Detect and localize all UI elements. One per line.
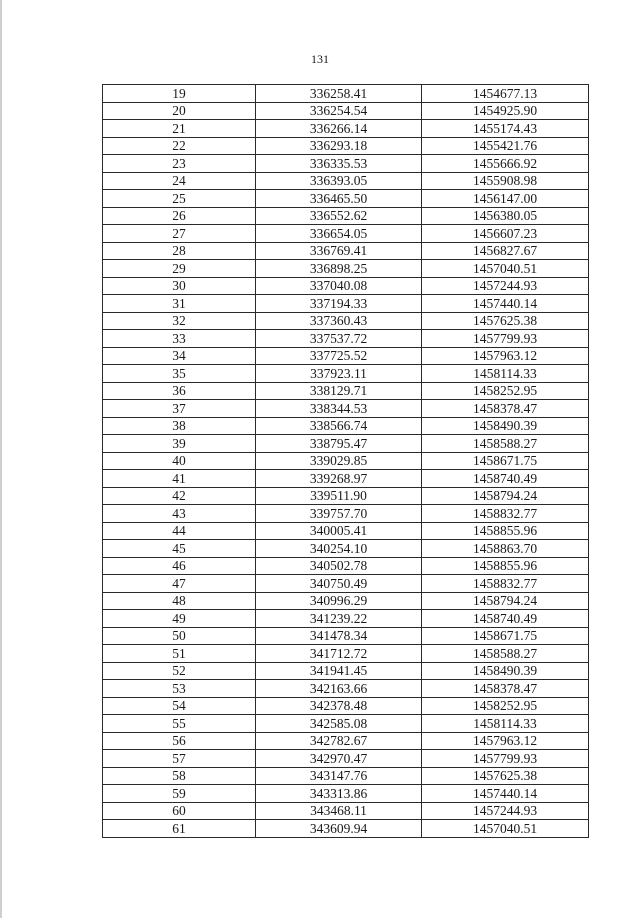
- x-coordinate-cell: 337537.72: [256, 330, 422, 348]
- table-row: [103, 557, 589, 575]
- point-number-cell: 60: [103, 802, 256, 820]
- point-number-cell: 40: [103, 452, 256, 470]
- y-coordinate-cell: 1457440.14: [422, 295, 589, 313]
- point-number-cell: 23: [103, 155, 256, 173]
- y-coordinate-cell: 1458252.95: [422, 697, 589, 715]
- table-row: [103, 505, 589, 523]
- table-row: [103, 802, 589, 820]
- x-coordinate-cell: 342970.47: [256, 750, 422, 768]
- point-number-cell: 38: [103, 417, 256, 435]
- x-coordinate-cell: 341478.34: [256, 627, 422, 645]
- point-number-cell: 42: [103, 487, 256, 505]
- y-coordinate-cell: 1458832.77: [422, 575, 589, 593]
- page-number: 131: [311, 52, 329, 66]
- point-number-cell: 61: [103, 820, 256, 838]
- table-row: [103, 680, 589, 698]
- table-row: [103, 137, 589, 155]
- table-row: [103, 627, 589, 645]
- table-row: [103, 120, 589, 138]
- table-row: [103, 190, 589, 208]
- y-coordinate-cell: 1456380.05: [422, 207, 589, 225]
- y-coordinate-cell: 1456607.23: [422, 225, 589, 243]
- x-coordinate-cell: 336465.50: [256, 190, 422, 208]
- x-coordinate-cell: 339029.85: [256, 452, 422, 470]
- y-coordinate-cell: 1458588.27: [422, 645, 589, 663]
- y-coordinate-cell: 1458114.33: [422, 715, 589, 733]
- y-coordinate-cell: 1458378.47: [422, 680, 589, 698]
- x-coordinate-cell: 336769.41: [256, 242, 422, 260]
- table-row: [103, 207, 589, 225]
- y-coordinate-cell: 1457963.12: [422, 732, 589, 750]
- point-number-cell: 27: [103, 225, 256, 243]
- y-coordinate-cell: 1455421.76: [422, 137, 589, 155]
- x-coordinate-cell: 338344.53: [256, 400, 422, 418]
- point-number-cell: 51: [103, 645, 256, 663]
- y-coordinate-cell: 1457625.38: [422, 767, 589, 785]
- table-row: [103, 592, 589, 610]
- point-number-cell: 25: [103, 190, 256, 208]
- x-coordinate-cell: 337725.52: [256, 347, 422, 365]
- x-coordinate-cell: 341941.45: [256, 662, 422, 680]
- table-row: [103, 85, 589, 103]
- x-coordinate-cell: 338129.71: [256, 382, 422, 400]
- table-row: [103, 277, 589, 295]
- x-coordinate-cell: 339757.70: [256, 505, 422, 523]
- page-edge-shadow: [0, 0, 2, 918]
- x-coordinate-cell: 337194.33: [256, 295, 422, 313]
- y-coordinate-cell: 1458794.24: [422, 592, 589, 610]
- y-coordinate-cell: 1458855.96: [422, 557, 589, 575]
- table-row: [103, 732, 589, 750]
- point-number-cell: 50: [103, 627, 256, 645]
- table-row: [103, 470, 589, 488]
- table-row: [103, 365, 589, 383]
- y-coordinate-cell: 1457799.93: [422, 330, 589, 348]
- coordinate-table-body: [103, 85, 589, 838]
- table-row: [103, 575, 589, 593]
- table-row: [103, 260, 589, 278]
- coordinate-table: [102, 84, 589, 838]
- y-coordinate-cell: 1457625.38: [422, 312, 589, 330]
- y-coordinate-cell: 1454925.90: [422, 102, 589, 120]
- point-number-cell: 43: [103, 505, 256, 523]
- table-row: [103, 522, 589, 540]
- x-coordinate-cell: 336552.62: [256, 207, 422, 225]
- point-number-cell: 54: [103, 697, 256, 715]
- table-row: [103, 767, 589, 785]
- point-number-cell: 21: [103, 120, 256, 138]
- y-coordinate-cell: 1458855.96: [422, 522, 589, 540]
- point-number-cell: 46: [103, 557, 256, 575]
- x-coordinate-cell: 336258.41: [256, 85, 422, 103]
- point-number-cell: 22: [103, 137, 256, 155]
- table-row: [103, 102, 589, 120]
- x-coordinate-cell: 337040.08: [256, 277, 422, 295]
- y-coordinate-cell: 1458490.39: [422, 662, 589, 680]
- table-row: [103, 750, 589, 768]
- x-coordinate-cell: 342585.08: [256, 715, 422, 733]
- x-coordinate-cell: 336393.05: [256, 172, 422, 190]
- table-row: [103, 155, 589, 173]
- point-number-cell: 32: [103, 312, 256, 330]
- x-coordinate-cell: 343147.76: [256, 767, 422, 785]
- point-number-cell: 34: [103, 347, 256, 365]
- y-coordinate-cell: 1458740.49: [422, 470, 589, 488]
- table-row: [103, 295, 589, 313]
- point-number-cell: 36: [103, 382, 256, 400]
- y-coordinate-cell: 1455174.43: [422, 120, 589, 138]
- x-coordinate-cell: 340996.29: [256, 592, 422, 610]
- y-coordinate-cell: 1457244.93: [422, 802, 589, 820]
- x-coordinate-cell: 336293.18: [256, 137, 422, 155]
- x-coordinate-cell: 342163.66: [256, 680, 422, 698]
- point-number-cell: 45: [103, 540, 256, 558]
- table-row: [103, 400, 589, 418]
- x-coordinate-cell: 340750.49: [256, 575, 422, 593]
- table-row: [103, 645, 589, 663]
- point-number-cell: 59: [103, 785, 256, 803]
- point-number-cell: 47: [103, 575, 256, 593]
- point-number-cell: 37: [103, 400, 256, 418]
- x-coordinate-cell: 341239.22: [256, 610, 422, 628]
- point-number-cell: 26: [103, 207, 256, 225]
- point-number-cell: 48: [103, 592, 256, 610]
- x-coordinate-cell: 339268.97: [256, 470, 422, 488]
- x-coordinate-cell: 337360.43: [256, 312, 422, 330]
- y-coordinate-cell: 1458671.75: [422, 452, 589, 470]
- x-coordinate-cell: 336335.53: [256, 155, 422, 173]
- table-row: [103, 242, 589, 260]
- x-coordinate-cell: 336254.54: [256, 102, 422, 120]
- y-coordinate-cell: 1457040.51: [422, 260, 589, 278]
- point-number-cell: 19: [103, 85, 256, 103]
- table-row: [103, 820, 589, 838]
- x-coordinate-cell: 336898.25: [256, 260, 422, 278]
- table-row: [103, 330, 589, 348]
- table-row: [103, 435, 589, 453]
- x-coordinate-cell: 336654.05: [256, 225, 422, 243]
- y-coordinate-cell: 1456827.67: [422, 242, 589, 260]
- point-number-cell: 57: [103, 750, 256, 768]
- y-coordinate-cell: 1458588.27: [422, 435, 589, 453]
- point-number-cell: 41: [103, 470, 256, 488]
- y-coordinate-cell: 1455908.98: [422, 172, 589, 190]
- table-row: [103, 172, 589, 190]
- y-coordinate-cell: 1457799.93: [422, 750, 589, 768]
- table-row: [103, 697, 589, 715]
- point-number-cell: 31: [103, 295, 256, 313]
- table-row: [103, 382, 589, 400]
- table-row: [103, 662, 589, 680]
- point-number-cell: 58: [103, 767, 256, 785]
- point-number-cell: 49: [103, 610, 256, 628]
- point-number-cell: 28: [103, 242, 256, 260]
- x-coordinate-cell: 340254.10: [256, 540, 422, 558]
- y-coordinate-cell: 1455666.92: [422, 155, 589, 173]
- y-coordinate-cell: 1457440.14: [422, 785, 589, 803]
- x-coordinate-cell: 336266.14: [256, 120, 422, 138]
- y-coordinate-cell: 1458863.70: [422, 540, 589, 558]
- point-number-cell: 35: [103, 365, 256, 383]
- point-number-cell: 20: [103, 102, 256, 120]
- y-coordinate-cell: 1458378.47: [422, 400, 589, 418]
- x-coordinate-cell: 337923.11: [256, 365, 422, 383]
- x-coordinate-cell: 340005.41: [256, 522, 422, 540]
- table-row: [103, 785, 589, 803]
- point-number-cell: 33: [103, 330, 256, 348]
- y-coordinate-cell: 1458490.39: [422, 417, 589, 435]
- point-number-cell: 44: [103, 522, 256, 540]
- y-coordinate-cell: 1457963.12: [422, 347, 589, 365]
- x-coordinate-cell: 343609.94: [256, 820, 422, 838]
- table-row: [103, 487, 589, 505]
- point-number-cell: 55: [103, 715, 256, 733]
- y-coordinate-cell: 1457040.51: [422, 820, 589, 838]
- table-row: [103, 452, 589, 470]
- y-coordinate-cell: 1458832.77: [422, 505, 589, 523]
- y-coordinate-cell: 1458794.24: [422, 487, 589, 505]
- table-row: [103, 347, 589, 365]
- point-number-cell: 29: [103, 260, 256, 278]
- x-coordinate-cell: 342782.67: [256, 732, 422, 750]
- point-number-cell: 39: [103, 435, 256, 453]
- y-coordinate-cell: 1458740.49: [422, 610, 589, 628]
- table-row: [103, 312, 589, 330]
- table-row: [103, 540, 589, 558]
- x-coordinate-cell: 342378.48: [256, 697, 422, 715]
- point-number-cell: 52: [103, 662, 256, 680]
- x-coordinate-cell: 339511.90: [256, 487, 422, 505]
- table-row: [103, 610, 589, 628]
- x-coordinate-cell: 341712.72: [256, 645, 422, 663]
- x-coordinate-cell: 343313.86: [256, 785, 422, 803]
- y-coordinate-cell: 1457244.93: [422, 277, 589, 295]
- y-coordinate-cell: 1454677.13: [422, 85, 589, 103]
- x-coordinate-cell: 338795.47: [256, 435, 422, 453]
- table-row: [103, 417, 589, 435]
- point-number-cell: 30: [103, 277, 256, 295]
- x-coordinate-cell: 343468.11: [256, 802, 422, 820]
- table-row: [103, 225, 589, 243]
- y-coordinate-cell: 1458114.33: [422, 365, 589, 383]
- y-coordinate-cell: 1458671.75: [422, 627, 589, 645]
- y-coordinate-cell: 1458252.95: [422, 382, 589, 400]
- y-coordinate-cell: 1456147.00: [422, 190, 589, 208]
- x-coordinate-cell: 340502.78: [256, 557, 422, 575]
- point-number-cell: 24: [103, 172, 256, 190]
- point-number-cell: 56: [103, 732, 256, 750]
- point-number-cell: 53: [103, 680, 256, 698]
- x-coordinate-cell: 338566.74: [256, 417, 422, 435]
- table-row: [103, 715, 589, 733]
